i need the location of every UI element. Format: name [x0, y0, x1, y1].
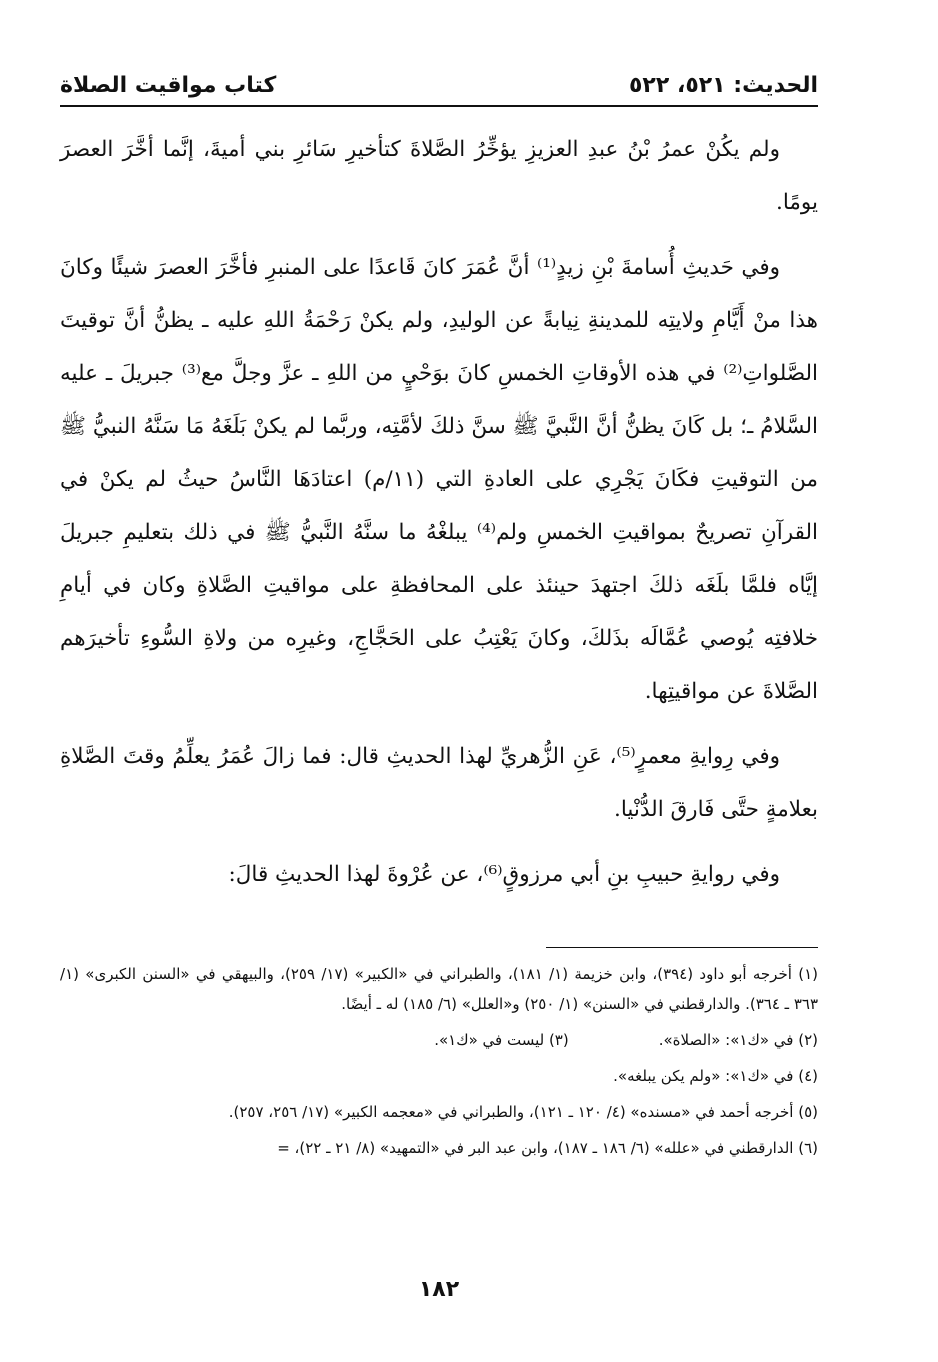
footnote-row-2-3: [60, 1025, 818, 1055]
hadith-number-header: الحديث: ٥٢١، ٥٢٢: [629, 72, 818, 98]
book-title-header: كتاب مواقيت الصلاة: [60, 72, 277, 98]
paragraph-3: وفي رِوايةِ معمرٍ⁽⁵⁾، عَنِ الزُّهريِّ لهذا الحديثِ قال: فما زالَ عُمَرُ يعلِّمُ وقتَ الصَّلاةِ بعلامةٍ حتَّى فَارقَ الدُّنْيا.: [60, 744, 818, 822]
main-text: [60, 123, 818, 913]
paragraph-4: وفي روايةِ حبيبِ بنِ أبي مرزوقٍ⁽⁶⁾، عن عُرْوةَ لهذا الحديثِ قالَ:: [228, 862, 780, 887]
header-rule: [60, 105, 818, 107]
footnote-5: (٥) أخرجه أحمد في «مسنده» (٤/ ١٢٠ ـ ١٢١)، والطبراني في «معجمه الكبير» (١٧/ ٢٥٦، ٢٥٧).: [228, 1103, 818, 1121]
footnote-4: (٤) في «ك١»: «ولم يكن يبلغه».: [613, 1067, 818, 1085]
paragraph-2: وفي حَديثِ أُسامةَ بْنِ زيدٍ⁽¹⁾ أنَّ عُمَرَ كانَ قَاعدًا على المنبرِ فأخَّرَ العصرَ شيئًا وكانَ هذا منْ أَيَّامِ ولايتِه للمدينةِ نِيابةً عن الوليدِ، ولم يكنْ رَحْمَةُ اللهِ عليه ـ يظنُّ أنَّ توقيتَ الصَّلواتِ⁽²⁾ في هذه الأوقاتِ الخمسِ كانَ بوَحْيٍ من اللهِ ـ عزَّ وجلَّ مع⁽³⁾ جبريلَ ـ عليه السَّلامُ ـ؛ بل كَانَ يظنُّ أنَّ النَّبيَّ ﷺ سنَّ ذلكَ لأمَّتِه، وربَّما لم يكنْ بَلَغَهُ مَا سَنَّهُ النبيُّ ﷺ من التوقيتِ فكَانَ يَجْرِي على العادةِ التي (١١/م) اعتادَهَا النَّاسُ حيثُ لم يكنْ في القرآنِ تصريحٌ بمواقيتِ الخمسِ ولم⁽⁴⁾ يبلغْهُ ما سنَّهُ النَّبيُّ ﷺ في ذلك بتعليمِ جبريلَ إيَّاه فلمَّا بلَغَه ذلكَ اجتهدَ حينئذ على المحافظةِ على مواقيتِ الصَّلاةِ وكان في أيامِ خلافتِه يُوصي عُمَّالَه بذَلكَ، وكانَ يَعْتِبُ على الحَجَّاجِ، وغيرِه من ولاةِ السُّوءِ تأخيرَهم الصَّلاةَ عن مواقيتِها.: [60, 255, 819, 704]
footnote-2: (٢) في «ك١»: «الصلاة».: [658, 1031, 818, 1049]
running-header: [60, 67, 818, 103]
footnote-3: (٣) ليست في «ك١».: [434, 1031, 569, 1049]
page-number: ١٨٢: [418, 1277, 460, 1302]
footnote-separator: [546, 947, 818, 948]
book-page: [60, 55, 818, 1345]
paragraph-1: ولم يكُنْ عمرُ بْنُ عبدِ العزيزِ يؤخِّرُ الصَّلاةَ كتأخيرِ سَائرِ بني أميةَ، إنَّما أخَّرَ العصرَ يومًا.: [60, 137, 818, 215]
footnotes: [60, 959, 818, 1169]
footnote-6: (٦) الدارقطني في «علله» (٦/ ١٨٦ ـ ١٨٧)، وابن عبد البر في «التمهيد» (٨/ ٢١ ـ ٢٢)، =: [277, 1139, 818, 1157]
footnote-1: (١) أخرجه أبو داود (٣٩٤)، وابن خزيمة (١/ ١٨١)، والطبراني في «الكبير» (١٧/ ٢٥٩)، والبيهقي في «السنن الكبرى» (١/ ٣٦٣ ـ ٣٦٤). والدارقطني في «السنن» (١/ ٢٥٠) و«العلل» (٦/ ١٨٥) له ـ أيضًا.: [60, 965, 818, 1013]
